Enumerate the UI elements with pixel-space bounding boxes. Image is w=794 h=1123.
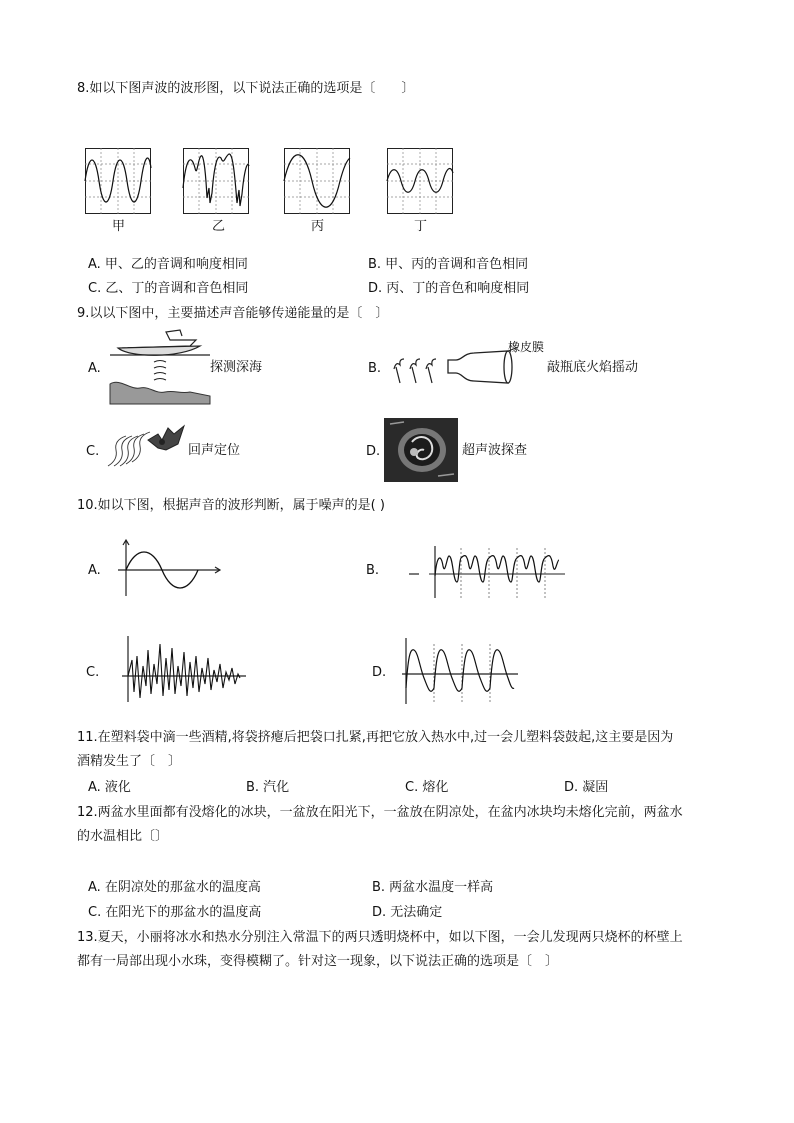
q9-label-a: A. bbox=[88, 361, 101, 376]
q8-wave-jia bbox=[85, 148, 151, 214]
q13-stem-line1: 13.夏天，小丽将冰水和热水分别注入常温下的两只透明烧杯中，如以下图，一会儿发现两只烧杯的杯壁上 bbox=[77, 930, 683, 945]
q8-wave-yi bbox=[183, 148, 249, 214]
q8-option-d: D. 丙、丁的音色和响度相同 bbox=[368, 281, 530, 296]
q9-label-d: D. bbox=[366, 444, 381, 459]
q8-option-b: B. 甲、丙的音调和音色相同 bbox=[368, 257, 529, 272]
q11-option-d: D. 凝固 bbox=[564, 780, 609, 795]
q10-label-c: C. bbox=[86, 665, 100, 680]
q8-caption-ding: 丁 bbox=[414, 219, 428, 234]
q11-stem-line1: 11.在塑料袋中滴一些酒精,将袋挤瘪后把袋口扎紧,再把它放入热水中,过一会儿塑料袋鼓起,这主要是因为 bbox=[77, 730, 674, 745]
q8-caption-jia: 甲 bbox=[112, 219, 126, 234]
q9-caption-d: 超声波探查 bbox=[462, 443, 528, 458]
q8-wave-ding bbox=[387, 148, 453, 214]
q10-wave-b bbox=[405, 546, 567, 598]
q9-bat-figure bbox=[102, 420, 188, 472]
q10-wave-d bbox=[400, 638, 520, 704]
q10-label-d: D. bbox=[372, 665, 387, 680]
q9-candle-bottle-figure bbox=[390, 345, 520, 387]
q8-option-a: A. 甲、乙的音调和响度相同 bbox=[88, 257, 248, 272]
q11-option-b: B. 汽化 bbox=[246, 780, 290, 795]
q10-stem: 10.如以下图，根据声音的波形判断，属于噪声的是( ) bbox=[77, 498, 385, 513]
q10-label-a: A. bbox=[88, 563, 101, 578]
q8-wave-bing bbox=[284, 148, 350, 214]
q9-boat-sonar-figure bbox=[110, 328, 210, 404]
q9-caption-a: 探测深海 bbox=[210, 360, 263, 375]
q9-caption-c: 回声定位 bbox=[188, 443, 241, 458]
q10-wave-a bbox=[118, 540, 222, 598]
q9-membrane-label: 橡皮膜 bbox=[508, 340, 545, 354]
q12-stem-line2: 的水温相比〔〕 bbox=[77, 829, 169, 844]
q9-label-b: B. bbox=[368, 361, 382, 376]
q8-option-c: C. 乙、丁的音调和音色相同 bbox=[88, 281, 249, 296]
q12-option-c: C. 在阳光下的那盆水的温度高 bbox=[88, 905, 262, 920]
q11-stem-line2: 酒精发生了〔 〕 bbox=[77, 754, 182, 769]
q11-option-a: A. 液化 bbox=[88, 780, 131, 795]
q8-stem: 8.如以下图声波的波形图，以下说法正确的选项是〔 〕 bbox=[77, 81, 415, 96]
q9-stem: 9.以以下图中，主要描述声音能够传递能量的是〔 〕 bbox=[77, 306, 389, 321]
q12-stem-line1: 12.两盆水里面都有没熔化的冰块，一盆放在阳光下，一盆放在阴凉处，在盆内冰块均未熔化完前，两盆水 bbox=[77, 805, 683, 820]
q10-wave-c bbox=[120, 636, 248, 704]
q8-caption-bing: 丙 bbox=[311, 219, 325, 234]
q12-option-a: A. 在阴凉处的那盆水的温度高 bbox=[88, 880, 261, 895]
q12-option-b: B. 两盆水温度一样高 bbox=[372, 880, 494, 895]
q10-label-b: B. bbox=[366, 563, 380, 578]
q9-caption-b: 敲瓶底火焰摇动 bbox=[547, 360, 639, 375]
q8-caption-yi: 乙 bbox=[212, 219, 226, 234]
q9-label-c: C. bbox=[86, 444, 100, 459]
q11-option-c: C. 熔化 bbox=[405, 780, 449, 795]
q12-option-d: D. 无法确定 bbox=[372, 905, 443, 920]
q13-stem-line2: 都有一局部出现小水珠，变得模糊了。针对这一现象，以下说法正确的选项是〔 〕 bbox=[77, 954, 559, 969]
q9-ultrasound-figure bbox=[384, 418, 458, 482]
